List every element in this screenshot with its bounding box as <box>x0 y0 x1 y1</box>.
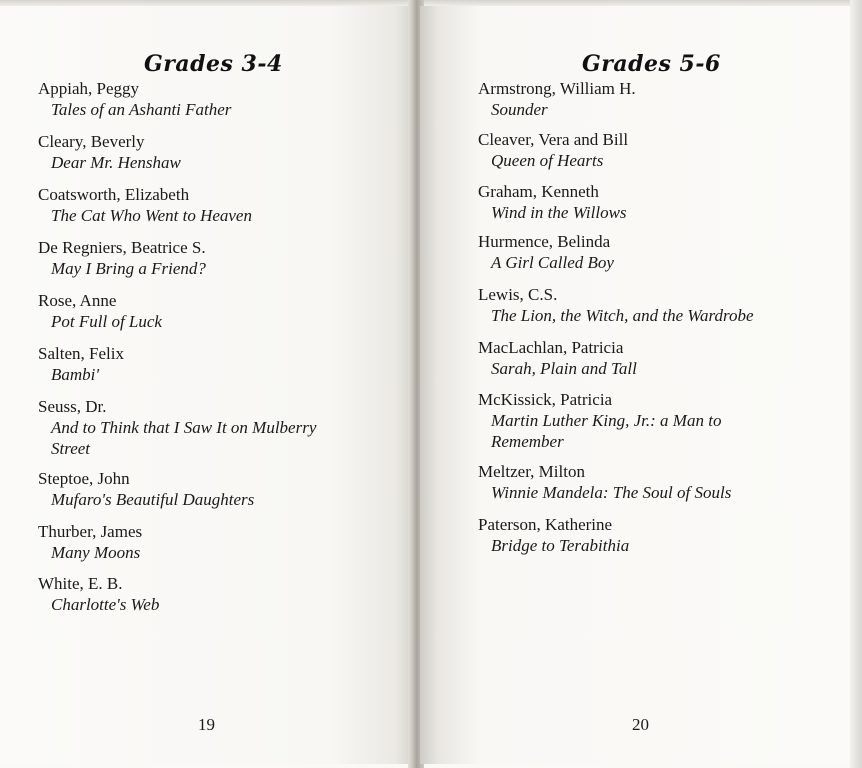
list-item <box>38 521 142 563</box>
book-title: Queen of Hearts <box>491 151 604 170</box>
book-title: Mufaro's Beautiful Daughters <box>51 490 255 509</box>
list-item <box>38 290 162 332</box>
book-title: Bambi' <box>51 365 100 384</box>
book-title: And to Think that I Saw It on Mulberry <box>51 418 317 437</box>
list-item <box>38 78 231 120</box>
author: Lewis, C.S. <box>478 285 558 304</box>
list-item <box>478 461 731 503</box>
list-item <box>478 514 629 556</box>
left-page <box>0 6 412 764</box>
list-item <box>478 284 754 326</box>
book-title: Many Moons <box>51 543 141 562</box>
list-item <box>38 237 206 279</box>
list-item <box>478 181 627 223</box>
list-item <box>478 129 628 171</box>
list-item <box>478 389 721 452</box>
book-title: Charlotte's Web <box>51 595 160 614</box>
book-title: Dear Mr. Henshaw <box>51 153 181 172</box>
author: Thurber, James <box>38 522 143 541</box>
list-item <box>478 337 637 379</box>
book-title: Tales of an Ashanti Father <box>51 100 232 119</box>
book-title-line-2: Street <box>51 439 91 458</box>
list-item <box>38 468 254 510</box>
author: MacLachlan, Patricia <box>478 338 624 357</box>
list-item <box>478 78 636 120</box>
author: Appiah, Peggy <box>38 79 140 98</box>
book-title: Sarah, Plain and Tall <box>491 359 637 378</box>
author: Coatsworth, Elizabeth <box>38 185 190 204</box>
list-item <box>38 343 124 385</box>
grades-3-4-heading: Grades 3-4 <box>144 51 283 77</box>
book-title: Wind in the Willows <box>491 203 627 222</box>
author: Paterson, Katherine <box>478 515 613 534</box>
author: Armstrong, William H. <box>478 79 636 98</box>
author: Seuss, Dr. <box>38 397 107 416</box>
book-title: Bridge to Terabithia <box>491 536 630 555</box>
list-item <box>38 131 181 173</box>
book-title: The Cat Who Went to Heaven <box>51 206 252 225</box>
right-page <box>420 6 856 764</box>
page-number: 19 <box>198 715 215 734</box>
book-title: Sounder <box>491 100 548 119</box>
book-title: A Girl Called Boy <box>491 253 614 272</box>
page-edge <box>850 0 862 768</box>
book-title: Pot Full of Luck <box>51 312 162 331</box>
author: Hurmence, Belinda <box>478 232 611 251</box>
book-title: May I Bring a Friend? <box>51 259 206 278</box>
author: Rose, Anne <box>38 291 117 310</box>
list-item <box>478 231 614 273</box>
author: Graham, Kenneth <box>478 182 599 201</box>
grades-5-6-heading: Grades 5-6 <box>582 51 721 77</box>
author: Steptoe, John <box>38 469 130 488</box>
book-title-line-2: Remember <box>491 432 564 451</box>
book-title: The Lion, the Witch, and the Wardrobe <box>491 306 754 325</box>
book-title: Martin Luther King, Jr.: a Man to <box>491 411 722 430</box>
author: McKissick, Patricia <box>478 390 613 409</box>
author: Meltzer, Milton <box>478 462 585 481</box>
book-title: Winnie Mandela: The Soul of Souls <box>491 483 732 502</box>
author: Salten, Felix <box>38 344 124 363</box>
list-item <box>38 184 252 226</box>
author: De Regniers, Beatrice S. <box>38 238 206 257</box>
author: Cleary, Beverly <box>38 132 145 151</box>
list-item <box>38 573 159 615</box>
list-item <box>38 396 316 459</box>
author: White, E. B. <box>38 574 123 593</box>
page-number: 20 <box>632 715 649 734</box>
author: Cleaver, Vera and Bill <box>478 130 629 149</box>
